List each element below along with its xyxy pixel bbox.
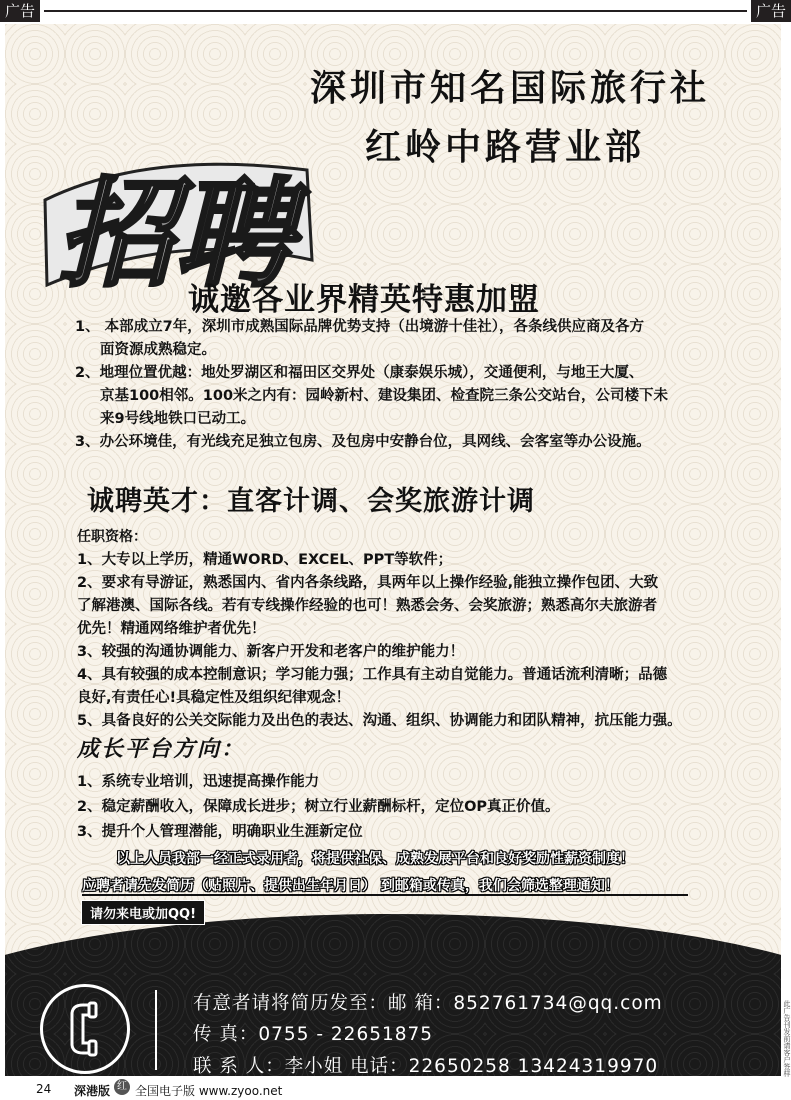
growth-list <box>77 771 560 844</box>
positions-title: 诚聘英才：直客计调、会奖旅游计调 <box>87 486 535 517</box>
intro-item <box>75 431 668 454</box>
recruitment-poster <box>5 24 781 1076</box>
intro-line: 2、地理位置优越：地处罗湖区和福田区交界处（康泰娱乐城），交通便利，与地王大厦、 <box>75 365 644 381</box>
contact-person: 联 系 人：李小姐 电话：22650258 13424319970 <box>193 1056 659 1076</box>
growth-item: 1、系统专业培训，迅速提高操作能力 <box>77 774 320 790</box>
page-number: 24 <box>36 1082 52 1096</box>
requirement-line: 了解港澳、国际各线。若有专线操作经验的也可！熟悉会务、会奖旅游；熟悉高尔夫旅游者 <box>77 598 657 614</box>
branch-name: 红岭中路营业部 <box>365 127 646 168</box>
company-name: 深圳市知名国际旅行社 <box>310 68 711 109</box>
contact-fax: 传 真：0755 - 22651875 <box>193 1024 434 1045</box>
requirement-line: 5、具备良好的公关交际能力及出色的表达、沟通、组织、协调能力和团队精神，抗压能力强。 <box>77 713 682 729</box>
growth-title: 成长平台方向： <box>77 737 246 762</box>
requirement-line: 优先！精通网络维护者优先！ <box>77 621 266 637</box>
ad-label-right: 广告 <box>751 0 791 22</box>
requirement-line: 2、要求有导游证，熟悉国内、省内各条线路，具两年以上操作经验,能独立操作包团、大致 <box>77 575 659 591</box>
edition-badge: 红 <box>114 1079 130 1095</box>
requirement-line: 4、具有较强的成本控制意识；学习能力强；工作具有主动自觉能力。普通话流利清晰；品德 <box>77 667 668 683</box>
contact-email: 有意者请将简历发至：邮 箱：852761734@qq.com <box>193 993 663 1014</box>
zhaopin-text: 招聘 <box>57 165 294 303</box>
intro-line: 来9号线地铁口已动工。 <box>100 411 256 427</box>
contact-divider <box>155 990 157 1070</box>
growth-item: 2、稳定薪酬收入，保障成长进步；树立行业薪酬标杆，定位OP真正价值。 <box>77 799 560 815</box>
no-call-notice: 请勿来电或加QQ! <box>81 900 205 925</box>
intro-line: 3、办公环境佳，有光线充足独立包房、及包房中安静台位，具网线、会客室等办公设施。 <box>75 434 651 450</box>
phone-handset-icon <box>43 987 127 1071</box>
requirements-block <box>77 526 682 733</box>
phone-icon <box>40 984 130 1074</box>
requirement-line: 良好,有责任心!具稳定性及组织纪律观念！ <box>77 690 351 706</box>
requirements-label: 任职资格： <box>77 529 147 545</box>
edition-label: 深港版 <box>74 1084 111 1098</box>
top-divider <box>44 10 747 12</box>
intro-item <box>75 362 668 431</box>
requirement-line: 3、较强的沟通协调能力、新客户开发和老客户的维护能力！ <box>77 644 465 660</box>
intro-line: 1、 本部成立7年，深圳市成熟国际品牌优势支持（出境游十佳社），各条线供应商及各方 <box>75 319 644 335</box>
application-notice: 应聘者请先发简历（贴照片、提供出生年月日） 到邮箱或传真，我们会筛选整理通知！ <box>82 878 619 894</box>
notice-underline <box>82 894 688 896</box>
side-note: 此广告刊发前请客户签样 <box>783 1000 791 1077</box>
intro-line: 面资源成熟稳定。 <box>100 342 216 358</box>
site-link[interactable]: 全国电子版 www.zyoo.net <box>135 1084 283 1098</box>
intro-list <box>75 316 668 454</box>
tagline: 诚邀各业界精英特惠加盟 <box>188 282 540 318</box>
intro-line: 京基100相邻。100米之内有：园岭新村、建设集团、检查院三条公交站台，公司楼下未 <box>100 388 669 404</box>
intro-item <box>75 316 668 362</box>
employment-notice: 以上人员我部一经正式录用者，将提供社保、成熟发展平台和良好奖励性薪资制度！ <box>116 851 634 867</box>
ad-label-left: 广告 <box>0 0 40 22</box>
requirement-line: 1、大专以上学历，精通WORD、EXCEL、PPT等软件； <box>77 552 453 568</box>
growth-item: 3、提升个人管理潜能，明确职业生涯新定位 <box>77 824 363 840</box>
